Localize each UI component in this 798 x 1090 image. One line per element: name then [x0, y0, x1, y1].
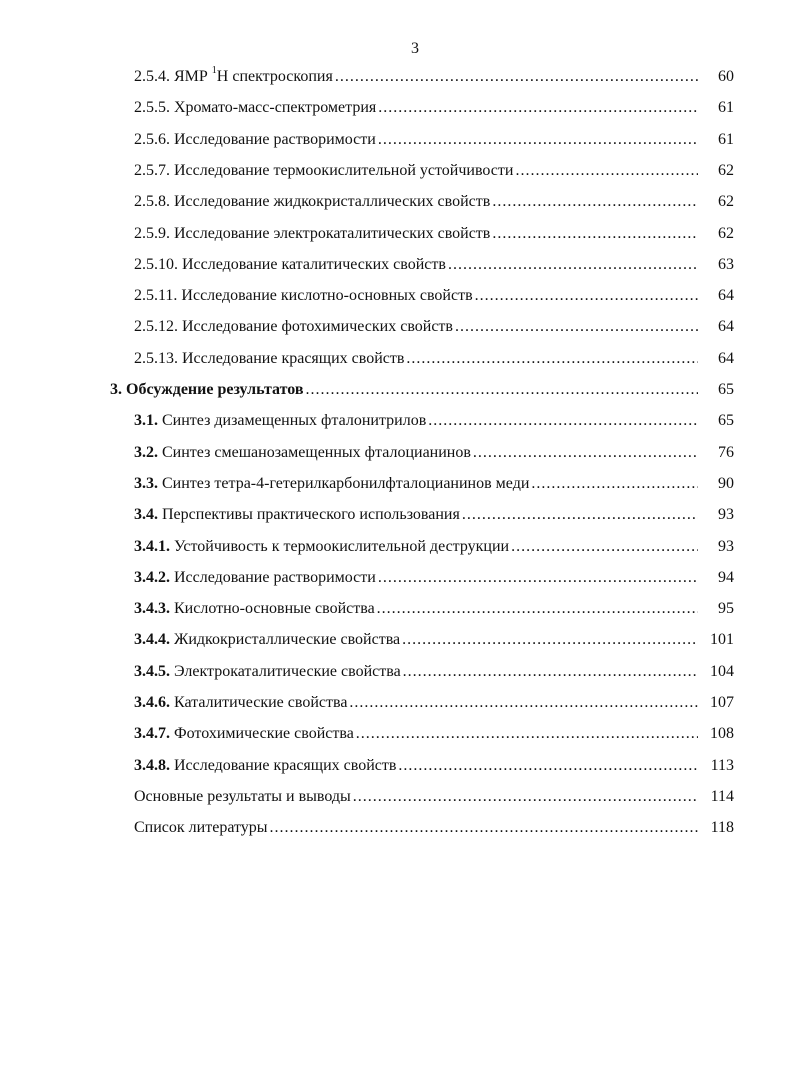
toc-entry — [134, 596, 734, 622]
toc-entry — [134, 189, 734, 215]
toc-entry — [134, 471, 734, 497]
toc-entry — [134, 815, 734, 841]
toc-entry-title: Исследование термоокислительной устойчивости — [174, 161, 514, 179]
toc-entry-number: 3.4.3. — [134, 600, 170, 618]
toc-entry-label — [134, 314, 453, 340]
dot-leader — [475, 283, 698, 309]
toc-entry — [134, 659, 734, 685]
page-number: 3 — [411, 40, 419, 57]
toc-entry-label — [134, 95, 376, 121]
toc-entry-page: 113 — [710, 756, 734, 774]
toc-entry-page: 64 — [718, 287, 734, 305]
toc-entry-label — [134, 721, 354, 747]
toc-entry-title: Хромато-масс-спектрометрия — [174, 99, 377, 117]
toc-entry-title: Исследование жидкокристаллических свойств — [174, 193, 491, 211]
toc-entry — [134, 440, 734, 466]
dot-leader — [398, 753, 698, 779]
toc-entry-label — [134, 753, 396, 779]
toc-entry — [134, 534, 734, 560]
toc-entry-page: 108 — [710, 725, 734, 743]
dot-leader — [402, 627, 698, 653]
toc-entry-number: 3.3. — [134, 474, 158, 492]
toc-entry-title: Исследование растворимости — [174, 568, 376, 586]
toc-entry-number: 3.1. — [134, 412, 158, 430]
dot-leader — [378, 127, 698, 153]
toc-entry-number: 3. — [110, 381, 122, 398]
dot-leader — [492, 189, 698, 215]
toc-entry-title: Устойчивость к термоокислительной деструкции — [174, 537, 510, 555]
toc-entry-label — [134, 815, 268, 841]
toc-entry-page: 93 — [718, 506, 734, 524]
toc-entry — [134, 627, 734, 653]
toc-entry-number: 2.5.13. — [134, 349, 178, 367]
toc-entry — [134, 565, 734, 591]
toc-entry — [134, 346, 734, 372]
dot-leader — [455, 314, 698, 340]
toc-entry-page: 62 — [718, 193, 734, 211]
toc-entry-number: 3.2. — [134, 443, 158, 461]
toc-entry-number: 3.4.5. — [134, 662, 170, 680]
toc-entry-number: 3.4.1. — [134, 537, 170, 555]
toc-entry-page: 61 — [718, 130, 734, 148]
toc-entry-title-prefix: ЯМР — [174, 68, 212, 85]
toc-entry-title: Электрокаталитические свойства — [174, 662, 401, 680]
toc-entry-title: Основные результаты и выводы — [134, 787, 351, 805]
dot-leader — [406, 346, 698, 372]
toc-entry-title: Синтез смешанозамещенных фталоцианинов — [162, 443, 471, 461]
toc-entry-title: Исследование растворимости — [174, 130, 376, 148]
toc-entry-page: 60 — [718, 68, 734, 85]
dot-leader — [353, 784, 698, 810]
toc-entry-label — [134, 158, 513, 184]
toc-entry-page: 65 — [718, 381, 734, 398]
dot-leader — [473, 440, 698, 466]
toc-entry-label — [134, 659, 401, 685]
toc-entry-page: 62 — [718, 161, 734, 179]
toc-entry-title: Перспективы практического использования — [162, 506, 460, 524]
toc-entry-label — [134, 596, 375, 622]
toc-entry-number: 2.5.6. — [134, 130, 170, 148]
toc-entry-page: 101 — [710, 631, 734, 649]
toc-entry-superscript: 1 — [211, 64, 217, 76]
toc-entry-page: 64 — [718, 349, 734, 367]
toc-entry-title: Кислотно-основные свойства — [174, 600, 375, 618]
toc-entry — [134, 95, 734, 121]
toc-entry-label — [134, 534, 509, 560]
toc-entry-label — [134, 127, 376, 153]
toc-entry-number: 2.5.10. — [134, 255, 178, 273]
toc-entry — [134, 158, 734, 184]
toc-entry-label — [134, 502, 460, 528]
toc-entry-label — [134, 283, 473, 309]
toc-entry-label — [134, 346, 404, 372]
dot-leader — [428, 408, 698, 434]
toc-entry-page: 61 — [718, 99, 734, 117]
toc-entry-title: Список литературы — [134, 819, 268, 837]
toc-entry — [134, 252, 734, 278]
toc-entry-number: 3.4. — [134, 506, 158, 524]
toc-entry-label — [134, 252, 446, 278]
dot-leader — [378, 565, 698, 591]
toc-entry-number: 3.4.8. — [134, 756, 170, 774]
toc-entry-title: Исследование кислотно-основных свойств — [181, 287, 473, 305]
dot-leader — [515, 158, 698, 184]
toc-entry-label — [134, 471, 529, 497]
toc-entry-title: Исследование электрокаталитических свойств — [174, 224, 491, 242]
toc-entry-page: 65 — [718, 412, 734, 430]
toc-entry-label — [110, 377, 304, 403]
toc-entry-number: 3.4.6. — [134, 694, 170, 711]
toc-entry-page: 90 — [718, 474, 734, 492]
toc-entry — [134, 721, 734, 747]
toc-entry-title: Синтез дизамещенных фталонитрилов — [162, 412, 427, 430]
toc-entry — [134, 127, 734, 153]
toc-entry-page: 93 — [718, 537, 734, 555]
toc-entry-label — [134, 565, 376, 591]
dot-leader — [335, 64, 698, 90]
toc-entry-title: Исследование красящих свойств — [182, 349, 405, 367]
toc-entry-title: Исследование каталитических свойств — [182, 255, 446, 273]
toc-entry — [134, 221, 734, 247]
toc-entry-number: 2.5.8. — [134, 193, 170, 211]
toc-entry-page: 64 — [718, 318, 734, 336]
toc-entry — [134, 753, 734, 779]
toc-entry-label — [134, 64, 333, 90]
dot-leader — [270, 815, 698, 841]
toc-entry-number: 2.5.11. — [134, 287, 178, 305]
dot-leader — [377, 596, 698, 622]
toc-entry — [134, 64, 734, 90]
toc-entry-page: 104 — [710, 662, 734, 680]
toc-entry-label — [134, 189, 490, 215]
toc-entry-page: 118 — [710, 819, 734, 837]
toc-entry-title: Фотохимические свойства — [174, 725, 354, 743]
dot-leader — [378, 95, 698, 121]
toc-entry-number: 2.5.5. — [134, 99, 170, 117]
dot-leader — [462, 502, 698, 528]
toc-entry-page: 76 — [718, 443, 734, 461]
toc-entry-title: Обсуждение результатов — [126, 381, 304, 398]
toc-entry-number: 3.4.2. — [134, 568, 170, 586]
dot-leader — [448, 252, 698, 278]
dot-leader — [531, 471, 698, 497]
toc-entry-number: 2.5.12. — [134, 318, 178, 336]
toc-entry — [110, 377, 734, 403]
dot-leader — [349, 690, 698, 716]
dot-leader — [356, 721, 698, 747]
toc-entry-number: 2.5.9. — [134, 224, 170, 242]
toc-entry-page: 63 — [718, 255, 734, 273]
toc-entry-number: 2.5.4. — [134, 68, 170, 85]
toc-entry-label — [134, 408, 426, 434]
toc-entry-title: Исследование красящих свойств — [174, 756, 397, 774]
dot-leader — [492, 221, 698, 247]
toc-entry-title: Синтез тетра-4-гетерилкарбонилфталоцианинов меди — [162, 474, 530, 492]
toc-entry — [134, 408, 734, 434]
toc-entry-label — [134, 440, 471, 466]
toc-entry-label — [134, 690, 347, 716]
toc-entry — [134, 502, 734, 528]
toc-entry-number: 3.4.7. — [134, 725, 170, 743]
dot-leader — [511, 534, 698, 560]
toc-entry-page: 95 — [718, 600, 734, 618]
toc-entry — [134, 314, 734, 340]
toc-entry-page: 114 — [710, 787, 734, 805]
toc-entry — [134, 283, 734, 309]
toc-entry-label — [134, 221, 490, 247]
toc-entry-label — [134, 627, 400, 653]
dot-leader — [306, 377, 698, 403]
toc-entry — [134, 690, 734, 716]
toc-entry-number: 3.4.4. — [134, 631, 170, 649]
toc-entry-page: 107 — [710, 694, 734, 711]
toc-entry-label — [134, 784, 351, 810]
toc-entry-title: Жидкокристаллические свойства — [174, 631, 401, 649]
toc-entry-page: 62 — [718, 224, 734, 242]
toc-entry-number: 2.5.7. — [134, 161, 170, 179]
toc-entry-title: Н спектроскопия — [216, 68, 333, 85]
toc-entry-title: Каталитические свойства — [174, 694, 348, 711]
toc-entry-page: 94 — [718, 568, 734, 586]
dot-leader — [403, 659, 698, 685]
toc-entry-title: Исследование фотохимических свойств — [182, 318, 453, 336]
toc-entry — [134, 784, 734, 810]
